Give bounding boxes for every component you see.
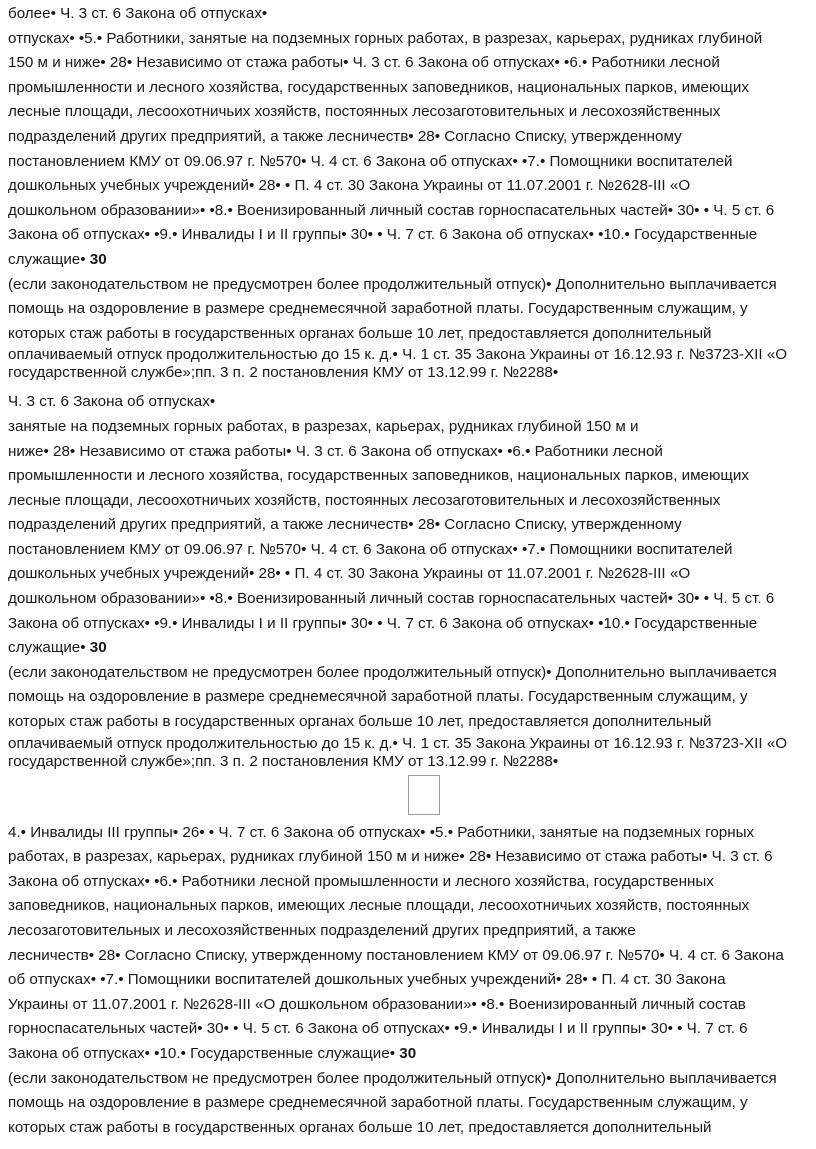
text-line: дошкольном образовании»• •8.• Военизированный личный состав горноспасательных частей• 30• • Ч. 5 ст. 6 <box>8 590 775 608</box>
section-1 <box>8 2 808 382</box>
days-value: 30 <box>89 639 107 657</box>
text-line: которых стаж работы в государственных органах больше 10 лет, предоставляется дополнительный <box>8 324 712 342</box>
text-line: помощь на оздоровление в размере среднемесячной заработной платы. Государственным служащим, у <box>8 688 748 706</box>
empty-image-placeholder <box>408 775 440 815</box>
text-line: постановлением КМУ от 09.06.97 г. №570• Ч. 4 ст. 6 Закона об отпусках• •7.• Помощники воспитателей <box>8 540 733 558</box>
text-line-bold-value <box>8 248 808 273</box>
text-line: подразделений других предприятий, а также лесничеств• 28• Согласно Списку, утвержденному <box>8 516 682 534</box>
section-2 <box>8 390 808 770</box>
text-line: помощь на оздоровление в размере среднемесячной заработной платы. Государственным служащим, у <box>8 300 748 318</box>
text-line: Закона об отпусках• •9.• Инвалиды I и II группы• 30• • Ч. 7 ст. 6 Закона об отпусках• •10.• Государственные <box>8 226 758 244</box>
text-fragment: Закона об отпусках• •10.• Государственные служащие• <box>8 1044 400 1062</box>
text-line: Украины от 11.07.2001 г. №2628-III «О дошкольном образовании»• •8.• Военизированный личный состав <box>8 995 746 1013</box>
text-line: об отпусках• •7.• Помощники воспитателей дошкольных учебных учреждений• 28• • П. 4 ст. 30 Закона <box>8 971 726 989</box>
text-line: лесозаготовительных и лесохозяйственных подразделений других предприятий, а также <box>8 922 636 939</box>
text-line: которых стаж работы в государственных органах больше 10 лет, предоставляется дополнительный <box>8 1118 712 1136</box>
text-line: государственной службе»;пп. 3 п. 2 постановления КМУ от 13.12.99 г. №2288• <box>8 364 559 382</box>
section-3 <box>8 821 808 1141</box>
spacer <box>8 382 808 390</box>
text-line: лесные площади, лесоохотничьих хозяйств, постоянных лесозаготовительных и лесохозяйственных <box>8 103 721 121</box>
text-line: горноспасательных частей• 30• • Ч. 5 ст. 6 Закона об отпусках• •9.• Инвалиды I и II группы• 30• • Ч. 7 ст. 6 <box>8 1020 748 1038</box>
text-line: отпусках• •5.• Работники, занятые на подземных горных работах, в разрезах, карьерах, рудниках глубиной <box>8 29 763 47</box>
text-line: Закона об отпусках• •9.• Инвалиды I и II группы• 30• • Ч. 7 ст. 6 Закона об отпусках• •10.• Государственные <box>8 614 758 632</box>
days-value: 30 <box>89 250 107 268</box>
text-line: промышленности и лесного хозяйства, государственных заповедников, национальных парков, имеющих <box>8 467 749 485</box>
text-line: занятые на подземных горных работах, в разрезах, карьерах, рудниках глубиной 150 м и <box>8 417 639 435</box>
text-line: государственной службе»;пп. 3 п. 2 постановления КМУ от 13.12.99 г. №2288• <box>8 752 559 770</box>
text-line: 150 м и ниже• 28• Независимо от стажа работы• Ч. 3 ст. 6 Закона об отпусках• •6.• Работники лесной <box>8 54 720 72</box>
text-line: более• Ч. 3 ст. 6 Закона об отпусках• <box>8 5 268 22</box>
text-line: помощь на оздоровление в размере среднемесячной заработной платы. Государственным служащим, у <box>8 1094 748 1112</box>
text-line: 4.• Инвалиды III группы• 26• • Ч. 7 ст. 6 Закона об отпусках• •5.• Работники, занятые на подземных горных <box>8 823 755 841</box>
text-line: дошкольных учебных учреждений• 28• • П. 4 ст. 30 Закона Украины от 11.07.2001 г. №2628-III «О <box>8 565 691 583</box>
text-line: (если законодательством не предусмотрен более продолжительный отпуск)• Дополнительно выплачивается <box>8 663 777 681</box>
text-line-bold-value <box>8 1042 808 1067</box>
text-line-bold-value <box>8 636 808 661</box>
text-fragment: служащие• <box>8 639 90 657</box>
text-line: (если законодательством не предусмотрен более продолжительный отпуск)• Дополнительно выплачивается <box>8 275 777 293</box>
text-line: Ч. 3 ст. 6 Закона об отпусках• <box>8 393 216 411</box>
text-line: дошкольных учебных учреждений• 28• • П. 4 ст. 30 Закона Украины от 11.07.2001 г. №2628-III «О <box>8 177 691 195</box>
text-line: оплачиваемый отпуск продолжительностью до 15 к. д.• Ч. 1 ст. 35 Закона Украины от 16.12.93 г. №3723-XII «О <box>8 346 788 364</box>
days-value: 30 <box>399 1044 417 1062</box>
text-line: работах, в разрезах, карьерах, рудниках глубиной 150 м и ниже• 28• Независимо от стажа работы• Ч. 3 ст. 6 <box>8 848 773 866</box>
text-line: (если законодательством не предусмотрен более продолжительный отпуск)• Дополнительно выплачивается <box>8 1069 777 1087</box>
text-line: ниже• 28• Независимо от стажа работы• Ч. 3 ст. 6 Закона об отпусках• •6.• Работники лесной <box>8 442 663 460</box>
text-line: постановлением КМУ от 09.06.97 г. №570• Ч. 4 ст. 6 Закона об отпусках• •7.• Помощники воспитателей <box>8 152 733 170</box>
text-fragment: служащие• <box>8 250 90 268</box>
text-line: оплачиваемый отпуск продолжительностью до 15 к. д.• Ч. 1 ст. 35 Закона Украины от 16.12.93 г. №3723-XII «О <box>8 734 788 752</box>
text-line: промышленности и лесного хозяйства, государственных заповедников, национальных парков, имеющих <box>8 78 749 96</box>
text-line: Закона об отпусках• •6.• Работники лесной промышленности и лесного хозяйства, государственных <box>8 872 714 890</box>
text-line: лесные площади, лесоохотничьих хозяйств, постоянных лесозаготовительных и лесохозяйственных <box>8 491 721 509</box>
placeholder-area <box>8 771 808 821</box>
text-line: которых стаж работы в государственных органах больше 10 лет, предоставляется дополнительный <box>8 713 712 731</box>
text-line: дошкольном образовании»• •8.• Военизированный личный состав горноспасательных частей• 30• • Ч. 5 ст. 6 <box>8 201 775 219</box>
text-line: лесничеств• 28• Согласно Списку, утвержденному постановлением КМУ от 09.06.97 г. №570• Ч. 4 ст. 6 Закона <box>8 946 784 964</box>
text-line: подразделений других предприятий, а также лесничеств• 28• Согласно Списку, утвержденному <box>8 127 682 145</box>
text-line: заповедников, национальных парков, имеющих лесные площади, лесоохотничьих хозяйств, постоянных <box>8 897 750 915</box>
